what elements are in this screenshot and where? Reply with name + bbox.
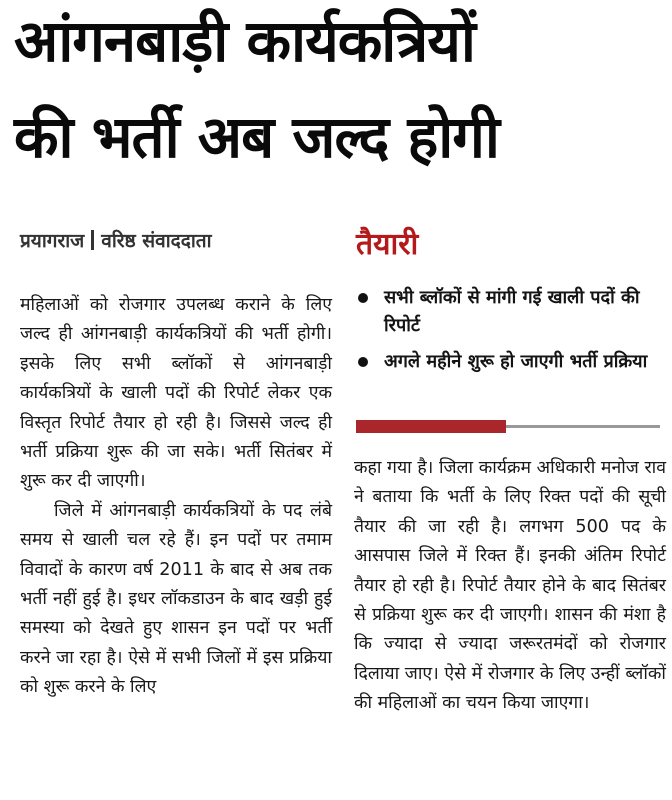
article-column-right bbox=[354, 454, 666, 719]
article-column-left bbox=[20, 291, 332, 703]
sidebar-divider bbox=[356, 420, 660, 433]
byline-separator bbox=[91, 230, 94, 250]
sidebar-divider-rule bbox=[506, 425, 660, 428]
sidebar-title: तैयारी bbox=[356, 227, 419, 262]
bullet-icon bbox=[358, 293, 368, 303]
byline-author: वरिष्ठ संवाददाता bbox=[101, 230, 212, 252]
byline-place: प्रयागराज bbox=[20, 230, 85, 252]
headline-line-2: की भर्ती अब जल्द होगी bbox=[14, 103, 499, 171]
article-paragraph: जिले में आंगनबाड़ी कार्यकत्रियों के पद लंबे समय से खाली चल रहे हैं। इन पदों पर तमाम विवादों के कारण वर्ष 2011 के बाद से अब तक भर्ती नहीं हुई है। इधर लॉकडाउन के बाद खड़ी हुई समस्या को देखते हुए शासन इन पदों पर भर्ती करने जा रहा है। ऐसे में सभी जिलों में इस प्रक्रिया को शुरू करने के लिए bbox=[20, 500, 332, 698]
bullet-icon bbox=[358, 357, 368, 367]
sidebar-point bbox=[356, 284, 656, 340]
sidebar-point bbox=[356, 348, 656, 376]
byline bbox=[20, 227, 330, 253]
sidebar-divider-accent bbox=[356, 420, 506, 433]
article-paragraph: महिलाओं को रोजगार उपलब्ध कराने के लिए जल्द ही आंगनबाड़ी कार्यकत्रियों की भर्ती होगी। इसके लिए सभी ब्लॉकों से आंगनबाड़ी कार्यकत्रियों के खाली पदों की रिपोर्ट लेकर एक विस्तृत रिपोर्ट तैयार हो रही है। जिससे जल्द ही भर्ती प्रक्रिया शुरू की जा सके। भर्ती सितंबर में शुरू कर दी जाएगी। bbox=[20, 295, 332, 492]
headline-line-1: आंगनबाड़ी कार्यकत्रियों bbox=[14, 7, 475, 75]
article-paragraph: कहा गया है। जिला कार्यक्रम अधिकारी मनोज राव ने बताया कि भर्ती के लिए रिक्त पदों की सूची तैयार की जा रही है। लगभग 500 पद के आसपास जिले में रिक्त हैं। इनकी अंतिम रिपोर्ट तैयार हो रही है। रिपोर्ट तैयार होने के बाद सितंबर से प्रक्रिया शुरू कर दी जाएगी। शासन की मंशा है कि ज्यादा से ज्यादा जरूरतमंदों को रोजगार दिलाया जाए। ऐसे में रोजगार के लिए उन्हीं ब्लॉकों की महिलाओं का चयन किया जाएगा। bbox=[354, 458, 666, 714]
sidebar-points bbox=[356, 284, 656, 384]
sidebar-point-text: अगले महीने शुरू हो जाएगी भर्ती प्रक्रिया bbox=[384, 351, 648, 372]
sidebar-point-text: सभी ब्लॉकों से मांगी गई खाली पदों की रिपोर्ट bbox=[384, 287, 640, 336]
